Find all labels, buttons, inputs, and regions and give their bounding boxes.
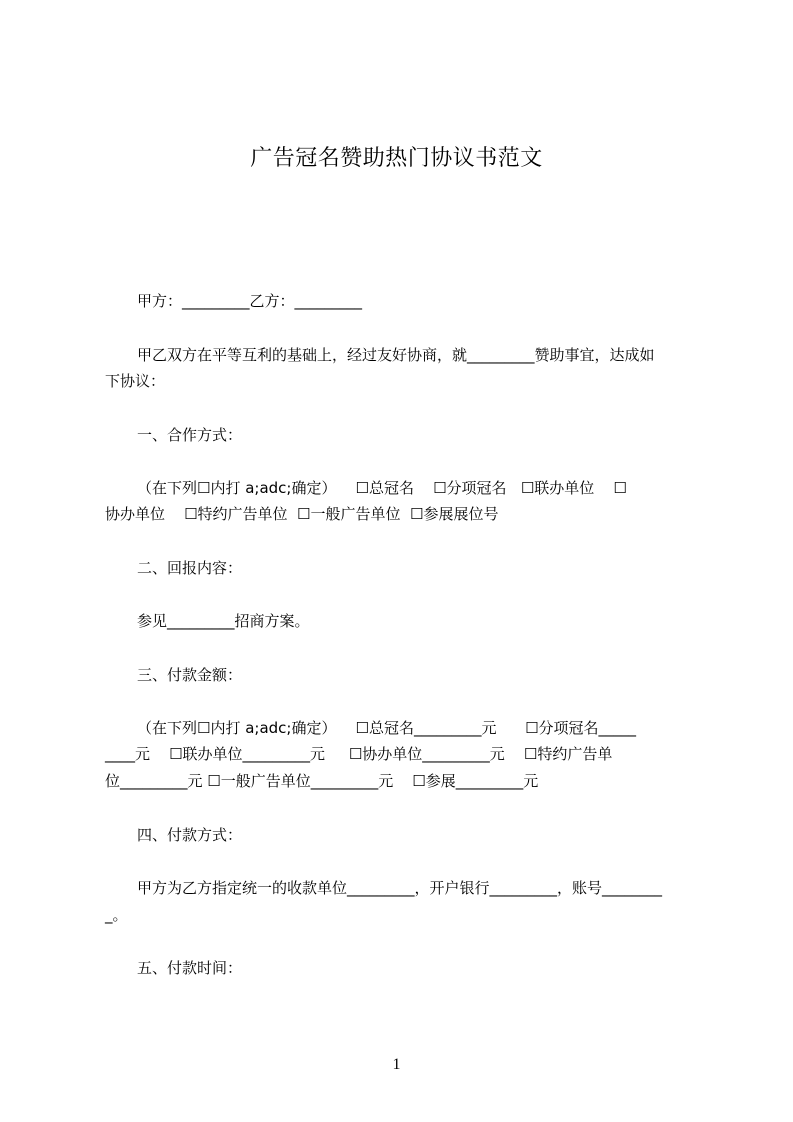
page-number: 1	[392, 1056, 401, 1073]
section-4-line-1: 甲方为乙方指定统一的收款单位_________，开户银行_________，账号________	[137, 879, 663, 897]
section-1-line-1: （在下列☐内打 a;adc;确定） ☐总冠名 ☐分项冠名 ☐联办单位 ☐	[137, 479, 627, 497]
section-5-heading: 五、付款时间：	[137, 959, 243, 977]
section-1-heading: 一、合作方式：	[137, 426, 243, 444]
section-2-heading: 二、回报内容：	[137, 559, 243, 577]
section-2-body: 参见_________招商方案。	[137, 612, 310, 630]
section-4-line-2: _。	[105, 906, 128, 924]
section-1-line-2: 协办单位 ☐特约广告单位 ☐一般广告单位 ☐参展展位号	[105, 505, 499, 523]
parties-line: 甲方：_________乙方：_________	[137, 292, 363, 310]
document-title: 广告冠名赞助热门协议书范文	[250, 146, 543, 171]
section-3-line-3: 位_________元 ☐一般广告单位_________元 ☐参展_________元	[105, 772, 539, 790]
section-3-heading: 三、付款金额：	[137, 666, 243, 684]
section-3-line-2: ____元 ☐联办单位_________元 ☐协办单位_________元 ☐特约广告单	[105, 745, 613, 763]
section-4-heading: 四、付款方式：	[137, 826, 243, 844]
intro-line-1: 甲乙双方在平等互利的基础上，经过友好协商，就_________赞助事宜，达成如	[137, 346, 655, 364]
section-3-line-1: （在下列☐内打 a;adc;确定） ☐总冠名_________元 ☐分项冠名_____	[137, 719, 637, 737]
intro-line-2: 下协议：	[105, 372, 166, 390]
